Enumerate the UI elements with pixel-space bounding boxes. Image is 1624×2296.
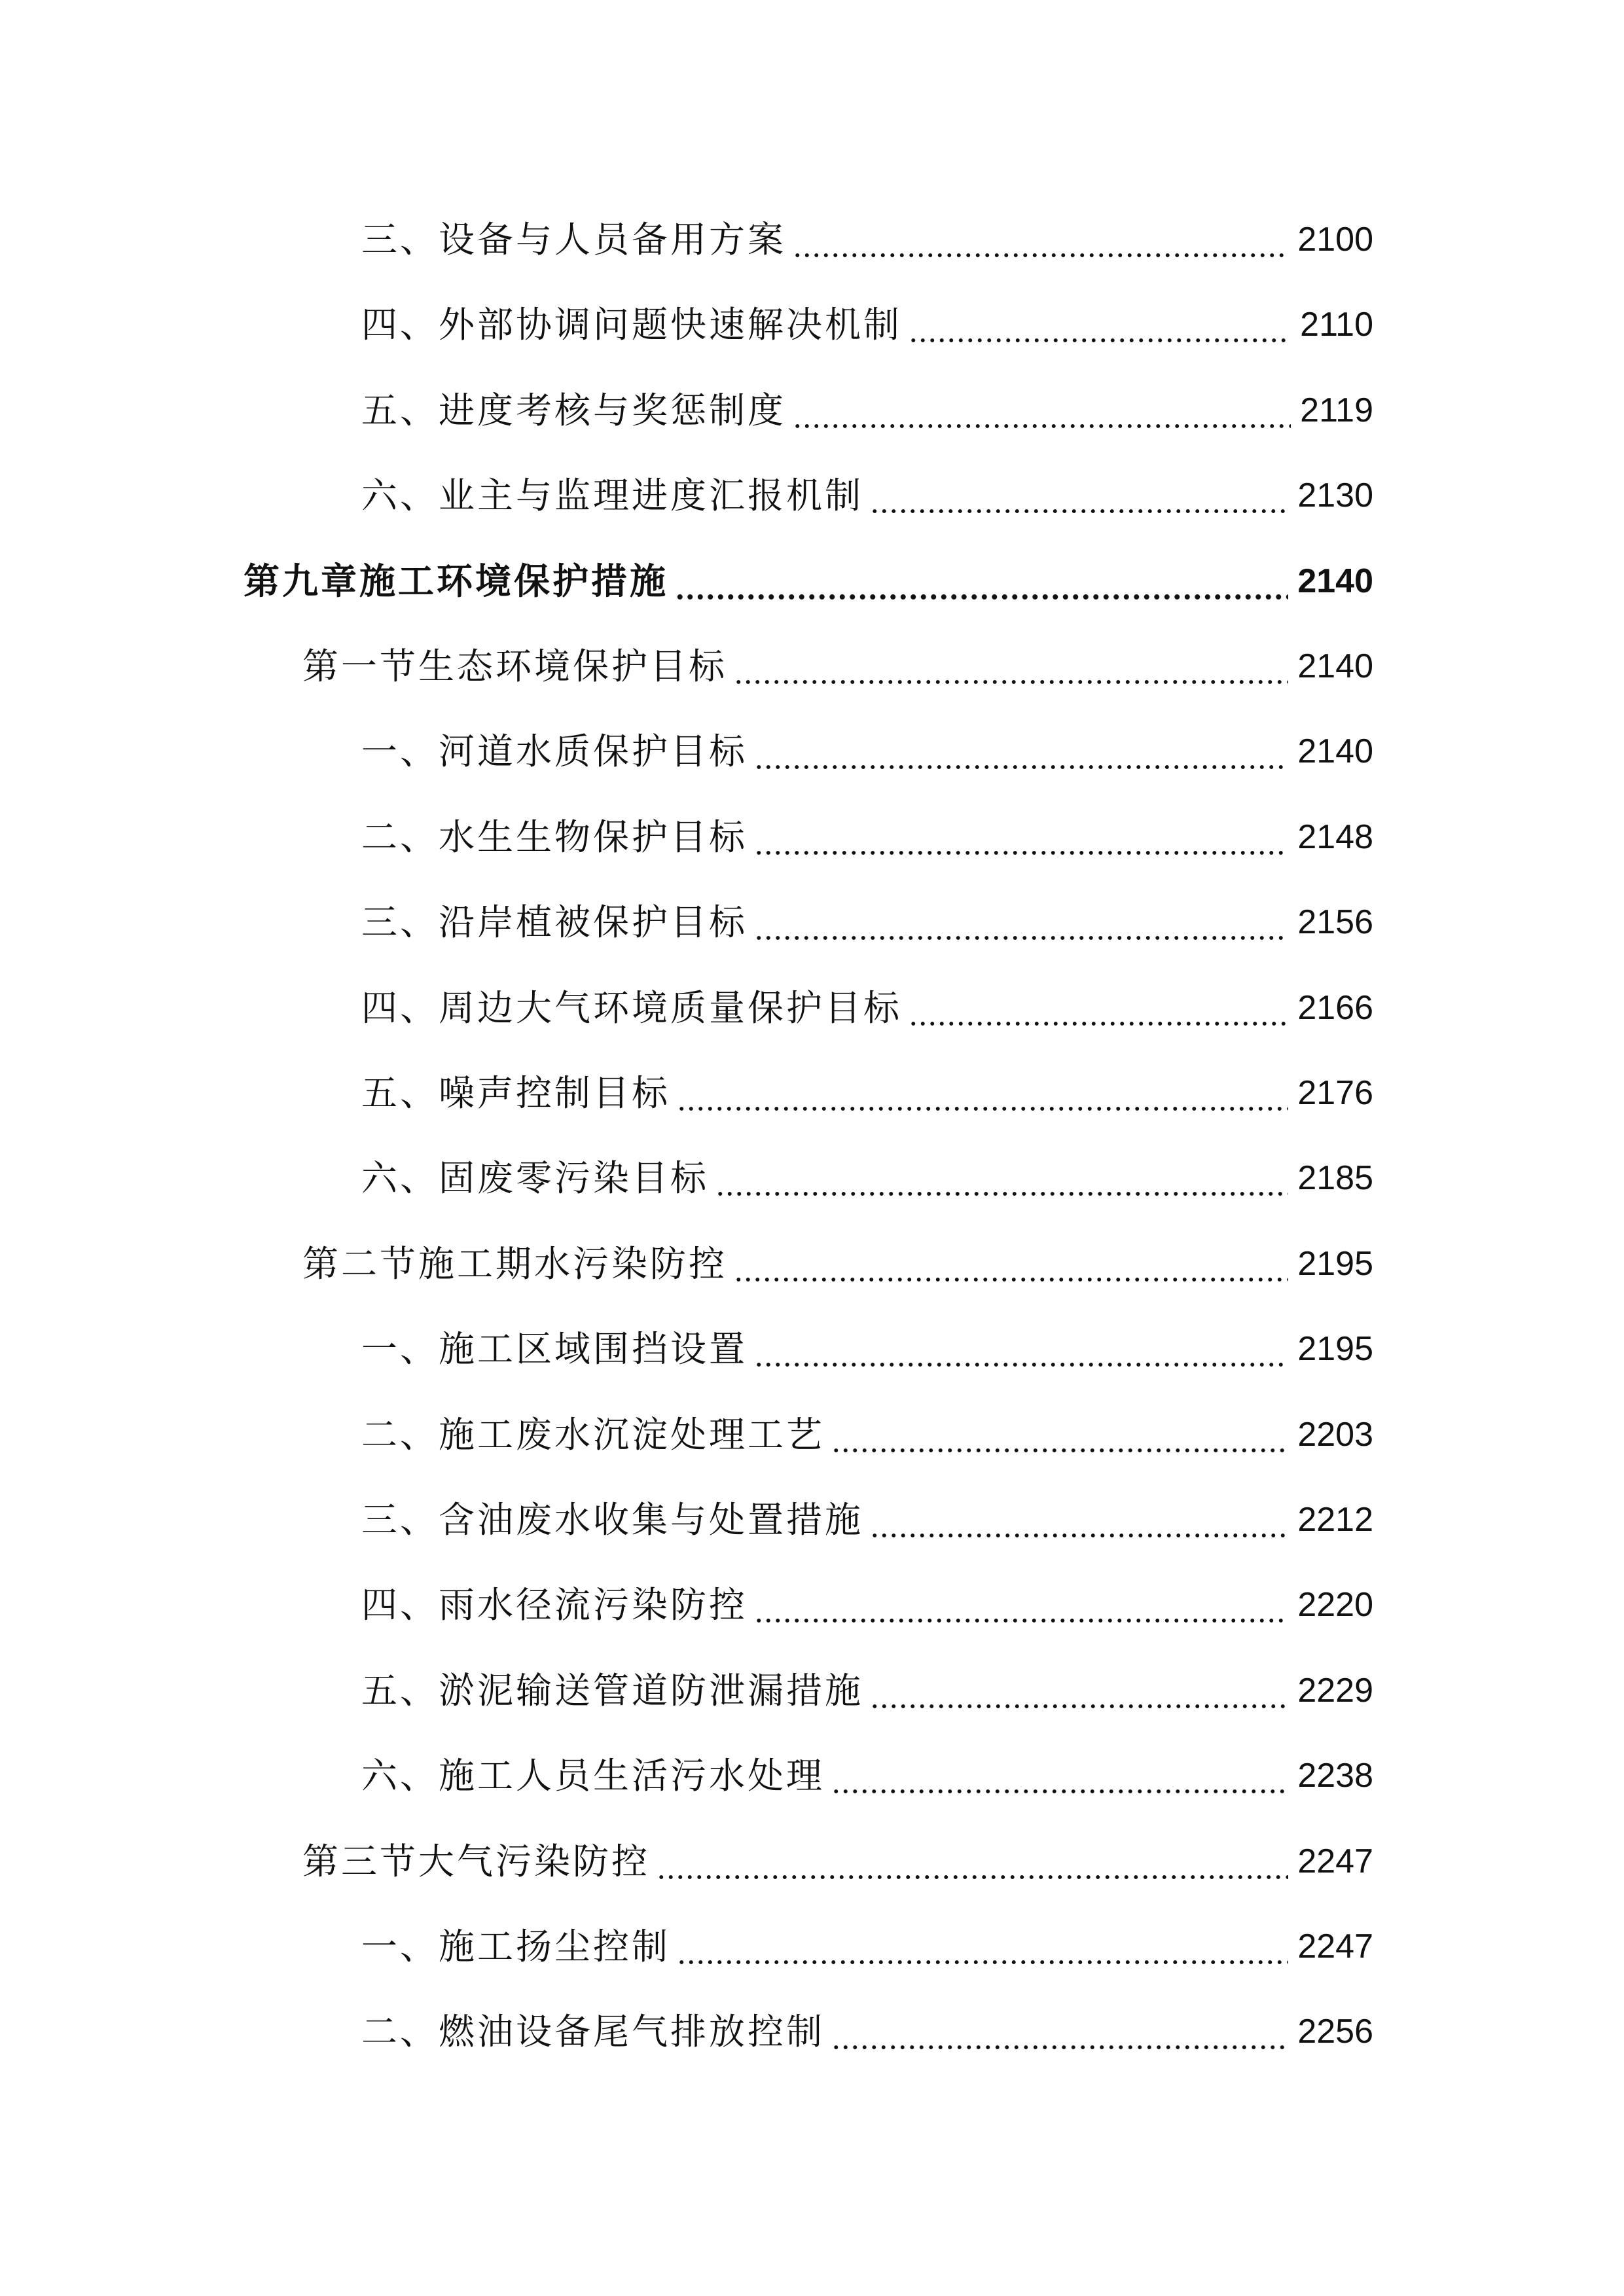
- toc-dot-leader: [831, 1402, 1288, 1467]
- toc-section-entry[interactable]: [302, 634, 1373, 699]
- toc-entry-label: 四、周边大气环境质量保护目标: [361, 986, 903, 1029]
- toc-dot-leader: [870, 463, 1288, 528]
- toc-entry-label: 四、外部协调问题快速解决机制: [361, 304, 903, 346]
- toc-entry-label: 第二节施工期水污染防控: [302, 1242, 728, 1285]
- toc-subsection-entry[interactable]: [361, 1999, 1373, 2064]
- toc-entry-label: 一、河道水质保护目标: [361, 730, 748, 773]
- toc-entry-label: 二、水生生物保护目标: [361, 816, 748, 858]
- toc-subsection-entry[interactable]: [361, 1060, 1373, 1126]
- toc-page-number: 2176: [1297, 1074, 1373, 1112]
- toc-subsection-entry[interactable]: [361, 207, 1373, 272]
- toc-entry-label: 六、固废零污染目标: [361, 1157, 710, 1200]
- toc-dot-leader: [909, 975, 1288, 1041]
- toc-page-number: 2148: [1297, 817, 1373, 856]
- toc-entry-label: 五、噪声控制目标: [361, 1072, 671, 1114]
- toc-dot-leader: [870, 1487, 1288, 1552]
- toc-subsection-entry[interactable]: [361, 1658, 1373, 1723]
- toc-subsection-entry[interactable]: [361, 292, 1373, 357]
- toc-entry-label: 三、设备与人员备用方案: [361, 219, 787, 260]
- toc-dot-leader: [734, 1231, 1288, 1297]
- toc-page-number: 2166: [1297, 988, 1373, 1027]
- toc-page-number: 2100: [1297, 221, 1373, 259]
- toc-entry-label: 一、施工扬尘控制: [361, 1926, 671, 1967]
- toc-dot-leader: [715, 1145, 1288, 1211]
- toc-entry-label: 三、沿岸植被保护目标: [361, 901, 748, 944]
- toc-entry-label: 一、施工区域围挡设置: [361, 1328, 748, 1371]
- toc-page-number: 2247: [1297, 1842, 1373, 1880]
- toc-dot-leader: [754, 804, 1288, 870]
- toc-dot-leader: [754, 1316, 1288, 1382]
- toc-subsection-entry[interactable]: [361, 804, 1373, 870]
- toc-subsection-entry[interactable]: [361, 1316, 1373, 1382]
- toc-subsection-entry[interactable]: [361, 1572, 1373, 1638]
- toc-dot-leader: [870, 1658, 1288, 1723]
- toc-subsection-entry[interactable]: [361, 1914, 1373, 1979]
- toc-entry-label: 三、含油废水收集与处置措施: [361, 1499, 864, 1541]
- toc-dot-leader: [831, 1743, 1288, 1808]
- toc-dot-leader: [677, 1060, 1288, 1126]
- toc-subsection-entry[interactable]: [361, 1743, 1373, 1808]
- toc-entry-label: 二、施工废水沉淀处理工艺: [361, 1413, 825, 1456]
- toc-page-number: 2238: [1297, 1757, 1373, 1795]
- toc-page-number: 2130: [1297, 476, 1373, 515]
- toc-subsection-entry[interactable]: [361, 463, 1373, 528]
- toc-page-number: 2203: [1297, 1415, 1373, 1454]
- toc-entry-label: 二、燃油设备尾气排放控制: [361, 2011, 825, 2053]
- toc-entry-label: 六、施工人员生活污水处理: [361, 1755, 825, 1797]
- toc-page-number: 2156: [1297, 903, 1373, 942]
- toc-dot-leader: [677, 1914, 1288, 1979]
- toc-dot-leader: [754, 1572, 1288, 1638]
- toc-chapter-entry[interactable]: [244, 548, 1373, 614]
- toc-page-number: 2195: [1297, 1244, 1373, 1283]
- toc-dot-leader: [657, 1829, 1288, 1894]
- toc-entry-label: 四、雨水径流污染防控: [361, 1584, 748, 1626]
- toc-subsection-entry[interactable]: [361, 975, 1373, 1041]
- toc-subsection-entry[interactable]: [361, 378, 1373, 443]
- toc-page-number: 2220: [1297, 1586, 1373, 1624]
- toc-subsection-entry[interactable]: [361, 719, 1373, 784]
- toc-page-number: 2229: [1297, 1671, 1373, 1710]
- toc-subsection-entry[interactable]: [361, 1487, 1373, 1552]
- toc-entry-label: 第三节大气污染防控: [302, 1840, 651, 1882]
- toc-page-number: 2185: [1297, 1159, 1373, 1198]
- toc-section-entry[interactable]: [302, 1829, 1373, 1894]
- toc-dot-leader: [754, 719, 1288, 784]
- toc-entry-label: 五、淤泥输送管道防泄漏措施: [361, 1669, 864, 1712]
- toc-page-number: 2140: [1297, 732, 1373, 771]
- toc-dot-leader: [831, 1999, 1288, 2064]
- toc-dot-leader: [909, 292, 1291, 357]
- toc-entry-label: 六、业主与监理进度汇报机制: [361, 475, 864, 517]
- toc-subsection-entry[interactable]: [361, 1145, 1373, 1211]
- toc-dot-leader: [793, 207, 1288, 272]
- toc-section-entry[interactable]: [302, 1231, 1373, 1297]
- toc-page-number: 2119: [1300, 391, 1373, 429]
- toc-page-number: 2195: [1297, 1330, 1373, 1369]
- toc-page-number: 2110: [1300, 306, 1373, 344]
- toc-page-number: 2247: [1297, 1928, 1373, 1965]
- toc-entry-label: 五、进度考核与奖惩制度: [361, 389, 787, 431]
- toc-page-number: 2140: [1297, 647, 1373, 685]
- toc-entry-label: 第九章施工环境保护措施: [244, 560, 669, 602]
- toc-dot-leader: [754, 889, 1288, 955]
- toc-page-number: 2212: [1297, 1501, 1373, 1539]
- toc-page-number: 2256: [1297, 2013, 1373, 2051]
- toc-dot-leader: [793, 378, 1291, 443]
- toc-entry-label: 第一节生态环境保护目标: [302, 645, 728, 687]
- toc-page-number: 2140: [1297, 562, 1373, 600]
- toc-dot-leader: [675, 548, 1288, 614]
- toc-dot-leader: [734, 634, 1288, 699]
- toc-subsection-entry[interactable]: [361, 1402, 1373, 1467]
- toc-subsection-entry[interactable]: [361, 889, 1373, 955]
